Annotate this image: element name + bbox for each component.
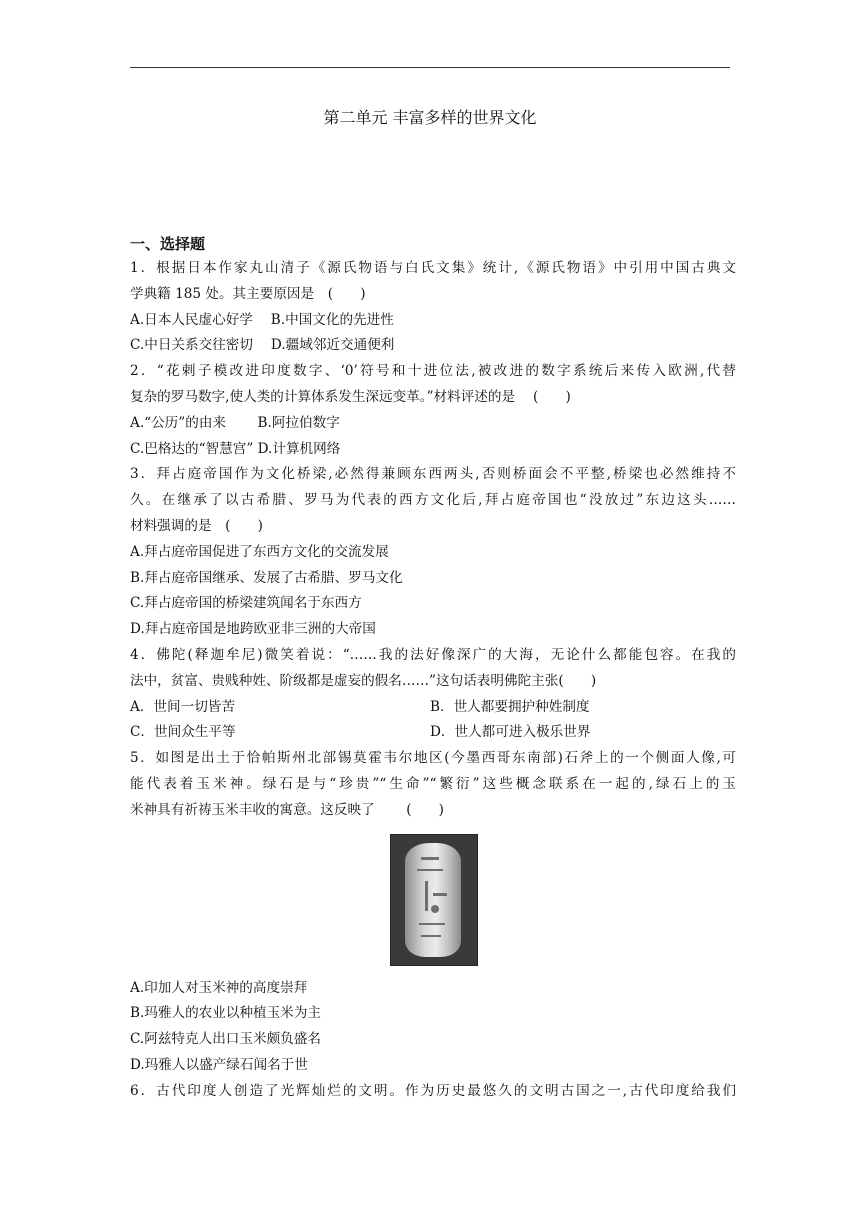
- carving-mark: [421, 935, 441, 937]
- question-6: [130, 1079, 736, 1105]
- carving-mark: [417, 869, 443, 871]
- question-stem-line: 米神具有祈祷玉米丰收的寓意。这反映了 ( ): [130, 801, 444, 818]
- jade-axe-photo: [390, 834, 478, 966]
- question-5: [130, 746, 736, 1079]
- option-line: C.中日关系交往密切 D.疆域邻近交通便利: [130, 337, 395, 354]
- axe-shape: [405, 843, 461, 957]
- option-c: C.拜占庭帝国的桥梁建筑闻名于东西方: [130, 595, 362, 612]
- carving-mark: [419, 923, 445, 925]
- option-b: B.玛雅人的农业以种植玉米为主: [130, 1005, 322, 1022]
- option-a: A．世间一切皆苦: [130, 698, 235, 715]
- option-row: [130, 720, 736, 746]
- option-line: A.日本人民虚心好学 B.中国文化的先进性: [130, 311, 394, 328]
- section-heading: 一、选择题: [130, 235, 206, 253]
- option-row: [130, 695, 736, 721]
- header-rule: [130, 67, 730, 68]
- option-line: A.“公历”的由来 B.阿拉伯数字: [130, 414, 340, 431]
- option-c: C．世间众生平等: [130, 724, 236, 741]
- carving-mark: [425, 881, 428, 911]
- question-stem-line: 能代表着玉米神。绿石是与“珍贵”“生命”“繁衍”这些概念联系在一起的,绿石上的玉: [130, 775, 736, 792]
- document-body: [130, 232, 736, 1105]
- question-stem-line: 1．根据日本作家丸山清子《源氏物语与白氏文集》统计,《源氏物语》中引用中国古典文: [130, 260, 736, 276]
- option-d: D.玛雅人以盛产绿石闻名于世: [130, 1056, 308, 1073]
- option-line: C.巴格达的“智慧宫” D.计算机网络: [130, 440, 341, 457]
- option-b: B．世人都要拥护种姓制度: [430, 698, 590, 715]
- option-a: A.印加人对玉米神的高度崇拜: [130, 979, 308, 996]
- option-a: A.拜占庭帝国促进了东西方文化的交流发展: [130, 543, 389, 560]
- question-stem-line: 学典籍 185 处。其主要原因是 ( ): [130, 285, 366, 302]
- question-stem-line: 5．如图是出土于恰帕斯州北部锡莫霍韦尔地区(今墨西哥东南部)石斧上的一个侧面人像,可: [130, 750, 736, 767]
- carving-mark: [433, 893, 447, 896]
- question-stem-line: 材料强调的是 ( ): [130, 517, 263, 534]
- carving-mark: [431, 905, 439, 913]
- option-d: D．世人都可进入极乐世界: [430, 724, 591, 741]
- question-stem-line: 久。在继承了以古希腊、罗马为代表的西方文化后,拜占庭帝国也“没放过”东边这头……: [130, 492, 736, 509]
- carving-mark: [421, 857, 439, 860]
- option-d: D.拜占庭帝国是地跨欧亚非三洲的大帝国: [130, 621, 376, 638]
- question-4: [130, 643, 736, 746]
- question-stem-line: 2．“花剌子模改进印度数字、‘0’符号和十进位法,被改进的数字系统后来传入欧洲,代替: [130, 363, 736, 380]
- question-stem-line: 4．佛陀(释迦牟尼)微笑着说：“……我的法好像深广的大海，无论什么都能包容。在我的: [130, 646, 736, 663]
- option-c: C.阿兹特克人出口玉米颇负盛名: [130, 1031, 321, 1048]
- question-3: [130, 462, 736, 643]
- question-1: [130, 256, 736, 359]
- question-2: [130, 359, 736, 462]
- question-stem-line: 6．古代印度人创造了光辉灿烂的文明。作为历史最悠久的文明古国之一,古代印度给我们: [130, 1082, 736, 1099]
- question-stem-line: 法中，贫富、贵贱种姓、阶级都是虚妄的假名……”这句话表明佛陀主张( ): [130, 672, 597, 689]
- option-b: B.拜占庭帝国继承、发展了古希腊、罗马文化: [130, 569, 403, 586]
- question-stem-line: 复杂的罗马数字,使人类的计算体系发生深远变革。”材料评述的是 ( ): [130, 388, 571, 405]
- page-title: 第二单元 丰富多样的世界文化: [323, 108, 537, 127]
- question-stem-line: 3．拜占庭帝国作为文化桥梁,必然得兼顾东西两头,否则桥面会不平整,桥梁也必然维持不: [130, 466, 736, 483]
